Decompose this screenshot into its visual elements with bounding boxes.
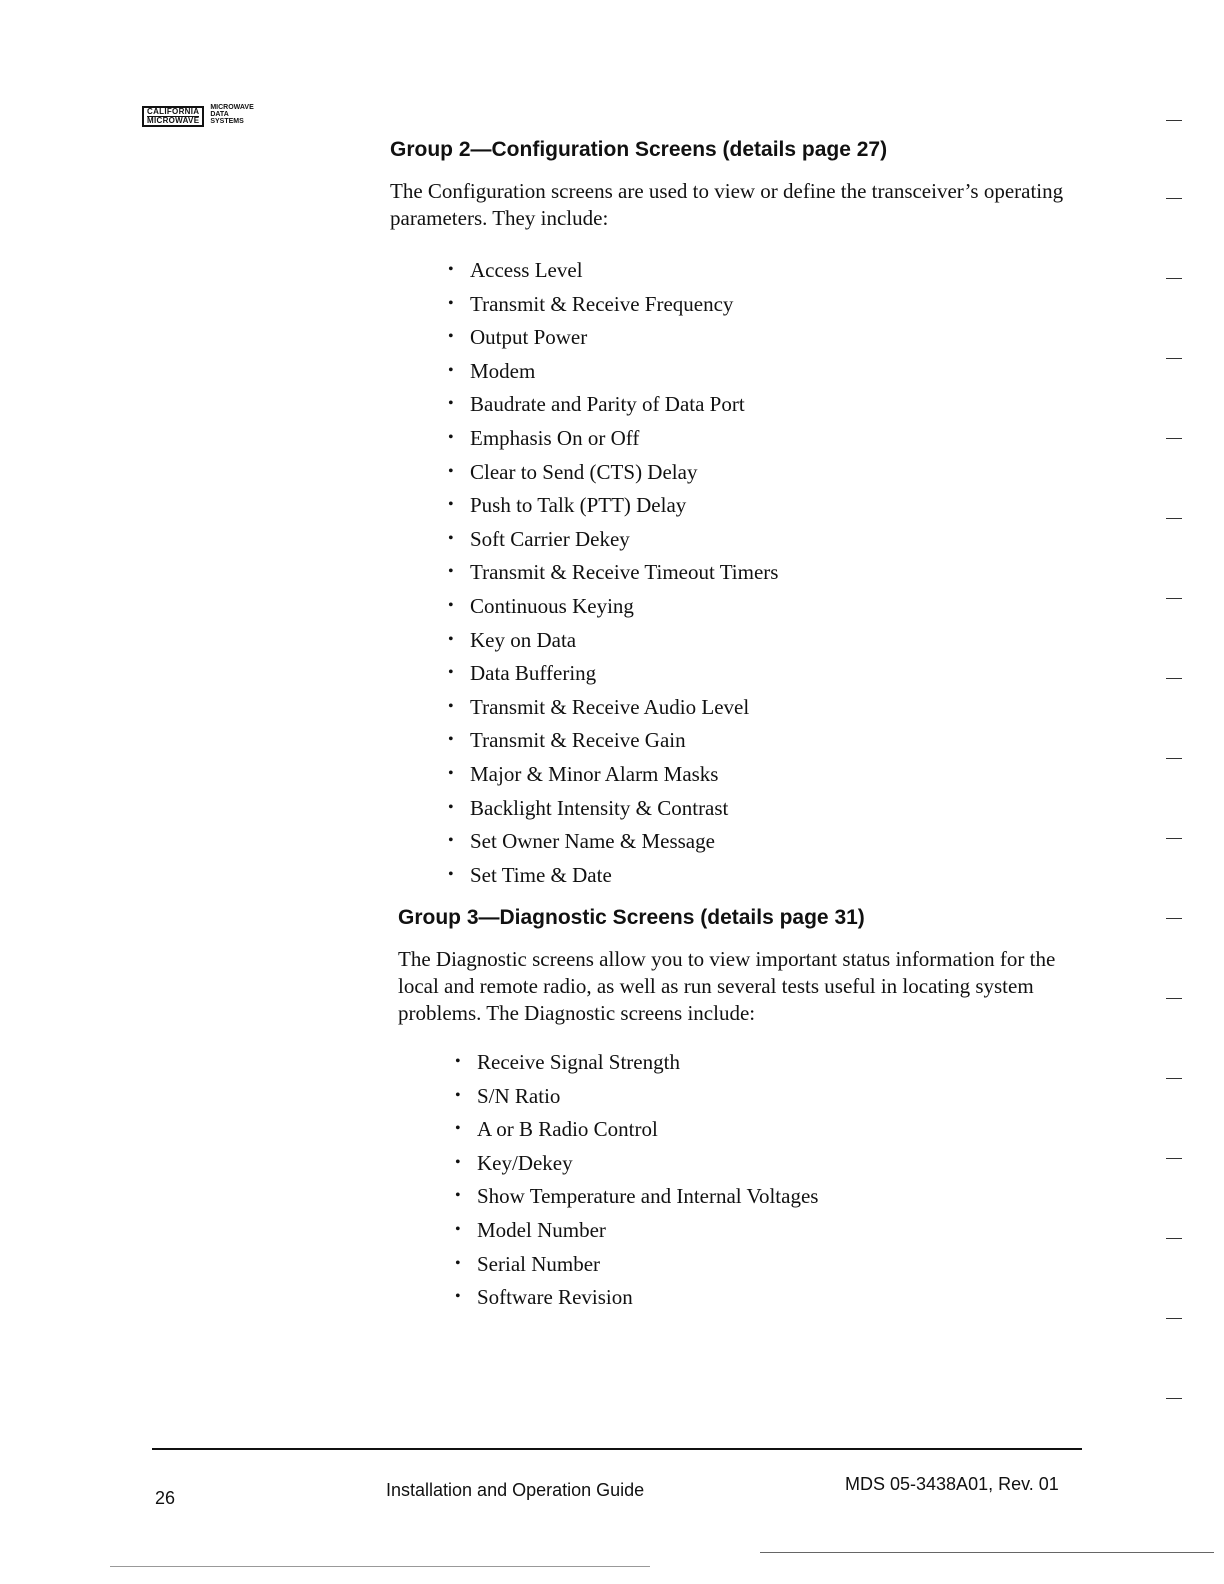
- list-item: • A or B Radio Control: [455, 1115, 818, 1149]
- section-2-intro: The Configuration screens are used to view or define the transceiver’s operating parameters. They include:: [390, 179, 1064, 230]
- logo-word-3: SYSTEMS: [210, 118, 244, 125]
- margin-tick: [1166, 998, 1182, 999]
- margin-tick: [1166, 120, 1182, 121]
- footer-title: Installation and Operation Guide: [386, 1480, 645, 1500]
- list-item: • Baudrate and Parity of Data Port: [448, 390, 778, 424]
- margin-tick: [1166, 278, 1182, 279]
- list-item: • Clear to Send (CTS) Delay: [448, 458, 778, 492]
- margin-tick: [1166, 918, 1182, 919]
- section-3-intro: The Diagnostic screens allow you to view important status information for the local and remote radio, as well as run several tests useful in locating system problems. The Diagnostic screens include:: [398, 947, 1056, 1025]
- list-item: • Receive Signal Strength: [455, 1048, 818, 1082]
- margin-tick: [1166, 518, 1182, 519]
- list-item: • Backlight Intensity & Contrast: [448, 794, 778, 828]
- list-item: • Major & Minor Alarm Masks: [448, 760, 778, 794]
- list-item: • Set Time & Date: [448, 861, 778, 895]
- list-item: • Model Number: [455, 1216, 818, 1250]
- list-item: • Show Temperature and Internal Voltages: [455, 1182, 818, 1216]
- list-item: • Emphasis On or Off: [448, 424, 778, 458]
- list-item: • Modem: [448, 357, 778, 391]
- list-item: • Transmit & Receive Gain: [448, 726, 778, 760]
- list-item: • Data Buffering: [448, 659, 778, 693]
- margin-tick: [1166, 838, 1182, 839]
- logo-word-2: DATA: [210, 111, 229, 118]
- margin-tick: [1166, 198, 1182, 199]
- margin-tick: [1166, 358, 1182, 359]
- scan-edge-line-left: [110, 1566, 650, 1567]
- logo-box-line-2: MICROWAVE: [147, 116, 200, 125]
- section-2-heading: Group 2—Configuration Screens (details page 27): [390, 138, 888, 161]
- list-item: • Transmit & Receive Timeout Timers: [448, 558, 778, 592]
- list-item: • Key/Dekey: [455, 1149, 818, 1183]
- footer-doc-id: MDS 05-3438A01, Rev. 01: [845, 1474, 1059, 1494]
- list-item: • Transmit & Receive Audio Level: [448, 693, 778, 727]
- list-item: • Key on Data: [448, 626, 778, 660]
- margin-tick: [1166, 1078, 1182, 1079]
- section-3-list: [455, 1048, 818, 1317]
- list-item: • Soft Carrier Dekey: [448, 525, 778, 559]
- margin-tick: [1166, 1318, 1182, 1319]
- list-item: • Serial Number: [455, 1250, 818, 1284]
- section-2-list: [448, 256, 778, 894]
- list-item: • Transmit & Receive Frequency: [448, 290, 778, 324]
- list-item: • S/N Ratio: [455, 1082, 818, 1116]
- list-item: • Access Level: [448, 256, 778, 290]
- margin-tick: [1166, 438, 1182, 439]
- margin-tick: [1166, 678, 1182, 679]
- page-number: 26: [155, 1488, 176, 1508]
- logo-box-line-1: CALIFORNIA: [147, 107, 200, 116]
- margin-tick: [1166, 758, 1182, 759]
- list-item: • Continuous Keying: [448, 592, 778, 626]
- list-item: • Push to Talk (PTT) Delay: [448, 491, 778, 525]
- scan-edge-line-right: [760, 1552, 1214, 1553]
- list-item: • Software Revision: [455, 1283, 818, 1317]
- margin-tick: [1166, 1238, 1182, 1239]
- margin-tick: [1166, 1398, 1182, 1399]
- margin-tick: [1166, 598, 1182, 599]
- margin-tick: [1166, 1158, 1182, 1159]
- logo-words: [210, 104, 253, 125]
- list-item: • Set Owner Name & Message: [448, 827, 778, 861]
- list-item: • Output Power: [448, 323, 778, 357]
- logo-word-1: MICROWAVE: [210, 104, 254, 111]
- footer-rule: [152, 1448, 1082, 1450]
- section-3-heading: Group 3—Diagnostic Screens (details page 31): [398, 906, 865, 929]
- company-logo: [142, 106, 254, 127]
- logo-box: [142, 106, 204, 127]
